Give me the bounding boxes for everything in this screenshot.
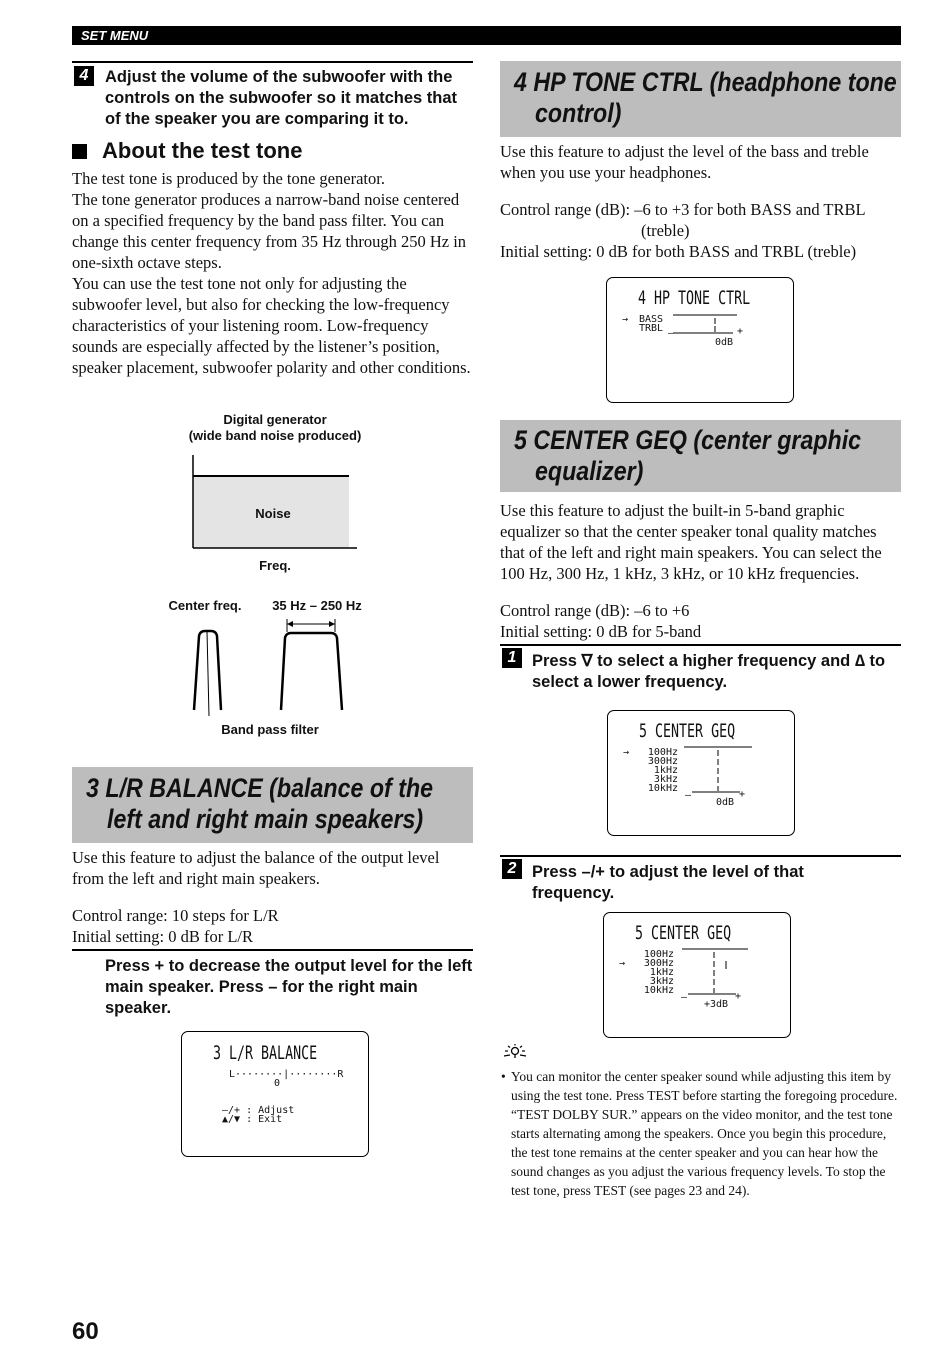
hp-tone-range: Control range (dB): –6 to +3 for both BASS and TRBL (500, 200, 866, 219)
center-geq-step-1 (500, 644, 901, 696)
step-1-text: Press ∇ to select a higher frequency and ∆ to select a lower frequency. (532, 652, 886, 691)
step-2-text: Press –/+ to adjust the level of that frequency. (532, 863, 804, 902)
lcd-band-label: 3kHz (653, 774, 678, 785)
lcd-cursor-arrow: → (622, 314, 629, 325)
page-number: 60 (72, 1318, 99, 1345)
generator-label-line2: (wide band noise produced) (188, 428, 362, 443)
center-geq-lcd-display-1 (607, 710, 795, 836)
lcd-bass-label: BASS (639, 314, 664, 325)
lcd-band-label: 300Hz (643, 958, 674, 969)
lcd-exit-hint: ▲/▼ : Exit (222, 1114, 283, 1125)
lcd-band-label: 3kHz (649, 976, 674, 987)
square-bullet-icon (72, 144, 87, 159)
noise-label: Noise (255, 506, 291, 521)
about-heading-text: About the test tone (102, 138, 303, 163)
lcd-balance-zero: 0 (274, 1078, 281, 1089)
lcd-db-value: +3dB (704, 999, 729, 1010)
noise-spectrum-graph (185, 452, 365, 554)
center-geq-title-line1: 5 CENTER GEQ (center graphic (514, 425, 862, 455)
generator-label (150, 412, 400, 444)
about-paragraph: You can use the test tone not only for adjusting the subwoofer level, but also for checking the low-frequency characteristics of your listening room. Low-frequency sounds are especially affected by the listener’s position, speaker placement, subwoofer polarity and other conditions. (72, 274, 471, 377)
step-number-badge: 4 (74, 66, 94, 86)
lr-balance-title-line2: left and right main speakers) (107, 804, 424, 834)
step-4-block (72, 61, 473, 133)
lcd-minus-sign: – (681, 992, 688, 1003)
lcd-band-label: 300Hz (647, 756, 678, 767)
lr-balance-range: Control range: 10 steps for L/R (72, 906, 279, 925)
lcd-band-label: 10kHz (647, 783, 678, 794)
step-number-badge: 2 (502, 859, 522, 879)
center-freq-label: Center freq. (168, 598, 242, 613)
tip-note-text: You can monitor the center speaker sound while adjusting this item by using the test tone. Press TEST before starting the foregoing procedure. “TEST DOLBY SUR.” appears on the video monitor, and the test tone starts alternating among the speakers. Once you begin this procedure, the test tone remains at the center speaker and you can hear how the sound changes as you adjust the various frequency levels. To stop the test tone, press TEST (see pages 23 and 24). (511, 1069, 898, 1198)
about-body (72, 168, 473, 378)
hp-tone-title-box (500, 61, 901, 137)
about-paragraph: The tone generator produces a narrow-band noise centered on a specified frequency by the band pass filter. You can change this center frequency from 35 Hz through 250 Hz in one-sixth octave steps. (72, 190, 467, 272)
lcd-balance-scale: L········|········R (229, 1069, 344, 1080)
center-geq-range: Control range (dB): –6 to +6 (500, 601, 690, 620)
lcd-band-label: 100Hz (647, 747, 678, 758)
lcd-band-label: 1kHz (653, 765, 678, 776)
lcd-minus-sign: – (685, 790, 692, 801)
hp-tone-title-line2: control) (535, 98, 622, 128)
hp-tone-lcd-display (606, 277, 794, 403)
band-pass-filter-graph (185, 616, 355, 718)
center-geq-step-2 (500, 855, 901, 907)
lcd-band-label: 10kHz (643, 985, 674, 996)
lcd-trbl-label: TRBL (639, 323, 664, 334)
lr-balance-title-box (72, 767, 473, 843)
bullet-point: • (501, 1069, 506, 1084)
center-geq-lcd-display-2 (603, 912, 791, 1038)
lcd-plus-sign: + (735, 991, 742, 1002)
hp-tone-title-line1: 4 HP TONE CTRL (headphone tone (514, 67, 897, 97)
lcd-plus-sign: + (739, 789, 746, 800)
lr-balance-title-line1: 3 L/R BALANCE (balance of the (86, 773, 434, 803)
lcd-title: 5 CENTER GEQ (639, 720, 736, 742)
hp-tone-initial: Initial setting: 0 dB for both BASS and TRBL (treble) (500, 242, 857, 261)
lcd-plus-sign: + (737, 326, 744, 337)
band-pass-filter-label: Band pass filter (221, 722, 319, 737)
center-geq-title-box (500, 420, 901, 492)
lr-balance-step (72, 949, 473, 1021)
section-header-bar (72, 26, 901, 45)
lr-balance-description: Use this feature to adjust the balance of the output level from the left and right main speakers. (72, 848, 440, 888)
lcd-eq-bars (678, 744, 758, 796)
step-number-badge: 1 (502, 648, 522, 668)
lightbulb-icon (502, 1043, 528, 1061)
about-heading (72, 137, 302, 165)
freq-label: Freq. (259, 558, 291, 573)
section-header-label: SET MENU (81, 28, 149, 43)
generator-label-line1: Digital generator (223, 412, 327, 427)
lr-balance-lcd-display (181, 1031, 369, 1157)
lcd-eq-bars (674, 946, 754, 998)
about-paragraph: The test tone is produced by the tone generator. (72, 169, 385, 188)
center-geq-initial: Initial setting: 0 dB for 5-band (500, 622, 702, 641)
hp-tone-range-cont: (treble) (641, 221, 690, 240)
center-geq-description: Use this feature to adjust the built-in 5-band graphic equalizer so that the center speaker tonal quality matches that of the left and right main speakers. You can select the 100 Hz, 300 Hz, 1 kHz, 3 kHz, or 10 kHz frequencies. (500, 501, 882, 583)
freq-range-label: 35 Hz – 250 Hz (272, 598, 362, 613)
lr-balance-step-text: Press + to decrease the output level for the left main speaker. Press – for the right main speaker. (105, 957, 473, 1017)
lcd-minus-sign: – (668, 328, 675, 339)
lr-balance-initial: Initial setting: 0 dB for L/R (72, 927, 254, 946)
lcd-title: 3 L/R BALANCE (213, 1042, 318, 1064)
lcd-band-label: 100Hz (643, 949, 674, 960)
lcd-db-value: 0dB (716, 797, 735, 808)
lcd-title: 4 HP TONE CTRL (638, 287, 751, 309)
lcd-level-bars (667, 312, 747, 339)
lcd-adjust-hint: –/+ : Adjust (222, 1105, 295, 1116)
lcd-band-label: 1kHz (649, 967, 674, 978)
lcd-cursor-arrow: → (619, 958, 626, 969)
hp-tone-description: Use this feature to adjust the level of the bass and treble when you use your headphones. (500, 142, 869, 182)
tip-note (500, 1067, 902, 1200)
lcd-cursor-arrow: → (623, 747, 630, 758)
lcd-title: 5 CENTER GEQ (635, 922, 732, 944)
center-geq-title-line2: equalizer) (535, 456, 644, 486)
step-4-text: Adjust the volume of the subwoofer with the controls on the subwoofer so it matches that of the speaker you are comparing it to. (105, 68, 458, 128)
lcd-zero-db: 0dB (715, 337, 734, 348)
